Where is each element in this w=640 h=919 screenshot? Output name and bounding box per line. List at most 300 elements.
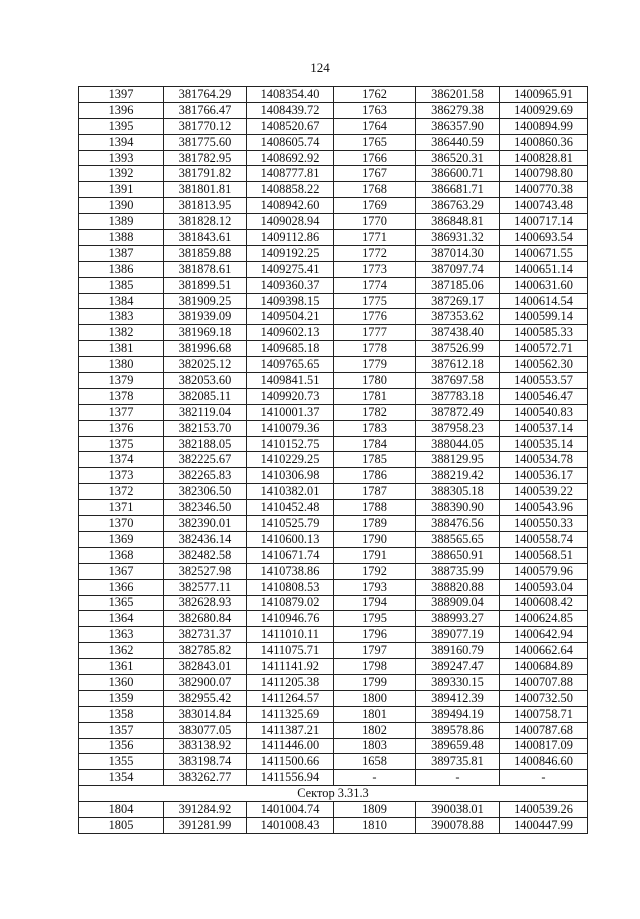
table-row [79,436,588,452]
point-number-right: 1772 [334,245,416,261]
y-coordinate-right: 1400534.78 [500,452,588,468]
y-coordinate-right: 1400732.50 [500,690,588,706]
x-coordinate-right: 386279.38 [416,102,500,118]
x-coordinate-left: 381996.68 [164,341,247,357]
y-coordinate-right: 1400543.96 [500,500,588,516]
x-coordinate-right: 388390.90 [416,500,500,516]
point-number-right: 1775 [334,293,416,309]
x-coordinate-right: 386600.71 [416,166,500,182]
y-coordinate-right: 1400894.99 [500,118,588,134]
x-coordinate-right: 388044.05 [416,436,500,452]
x-coordinate-right: 387014.30 [416,245,500,261]
x-coordinate-left: 382628.93 [164,595,247,611]
y-coordinate-left: 1411325.69 [247,706,334,722]
table-row [79,754,588,770]
y-coordinate-left: 1408439.72 [247,102,334,118]
x-coordinate-left: 381801.81 [164,182,247,198]
x-coordinate-left: 383014.84 [164,706,247,722]
y-coordinate-left: 1408858.22 [247,182,334,198]
x-coordinate-right: 387438.40 [416,325,500,341]
x-coordinate-right: 388650.91 [416,547,500,563]
x-coordinate-right: 388129.95 [416,452,500,468]
x-coordinate-left: 381969.18 [164,325,247,341]
point-number-left: 1386 [79,261,164,277]
point-number-left: 1382 [79,325,164,341]
table-row [79,309,588,325]
table-row [79,118,588,134]
point-number-right: 1789 [334,516,416,532]
table-row [79,595,588,611]
x-coordinate-right: - [416,770,500,786]
table-row [79,468,588,484]
x-coordinate-right: 386440.59 [416,134,500,150]
y-coordinate-right: 1400546.47 [500,388,588,404]
y-coordinate-right: 1400624.85 [500,611,588,627]
point-number-left: 1358 [79,706,164,722]
point-number-right: 1769 [334,198,416,214]
point-number-left: 1367 [79,563,164,579]
point-number-left: 1361 [79,659,164,675]
y-coordinate-right: 1400798.80 [500,166,588,182]
y-coordinate-right: 1400743.48 [500,198,588,214]
x-coordinate-right: 389659.48 [416,738,500,754]
table-row [79,659,588,675]
point-number-left: 1389 [79,214,164,230]
y-coordinate-right: 1400447.99 [500,817,588,833]
point-number-left: 1392 [79,166,164,182]
point-number-right: 1803 [334,738,416,754]
y-coordinate-right: 1400662.64 [500,643,588,659]
table-row [79,722,588,738]
y-coordinate-right: 1400553.57 [500,373,588,389]
point-number-left: 1379 [79,373,164,389]
y-coordinate-left: 1411205.38 [247,674,334,690]
y-coordinate-left: 1409685.18 [247,341,334,357]
x-coordinate-right: 388565.65 [416,531,500,547]
y-coordinate-right: 1400558.74 [500,531,588,547]
y-coordinate-left: 1409360.37 [247,277,334,293]
point-number-left: 1383 [79,309,164,325]
point-number-right: 1796 [334,627,416,643]
table-row [79,547,588,563]
y-coordinate-left: 1410229.25 [247,452,334,468]
point-number-right: 1779 [334,357,416,373]
y-coordinate-left: 1410879.02 [247,595,334,611]
x-coordinate-left: 382188.05 [164,436,247,452]
y-coordinate-left: 1410079.36 [247,420,334,436]
table-row [79,230,588,246]
x-coordinate-right: 386681.71 [416,182,500,198]
page-number: 124 [310,60,330,75]
y-coordinate-right: 1400828.81 [500,150,588,166]
y-coordinate-right: 1400540.83 [500,404,588,420]
point-number-left: 1388 [79,230,164,246]
table-row [79,102,588,118]
x-coordinate-left: 381828.12 [164,214,247,230]
point-number-right: 1788 [334,500,416,516]
x-coordinate-right: 386201.58 [416,87,500,103]
point-number-right: 1791 [334,547,416,563]
x-coordinate-left: 382482.58 [164,547,247,563]
y-coordinate-left: 1409275.41 [247,261,334,277]
point-number-left: 1373 [79,468,164,484]
point-number-left: 1371 [79,500,164,516]
table-row [79,817,588,833]
point-number-left: 1391 [79,182,164,198]
y-coordinate-left: 1401008.43 [247,817,334,833]
x-coordinate-right: 387872.49 [416,404,500,420]
table-row [79,770,588,786]
x-coordinate-left: 382025.12 [164,357,247,373]
table-row [79,643,588,659]
x-coordinate-right: 387353.62 [416,309,500,325]
y-coordinate-right: 1400599.14 [500,309,588,325]
point-number-left: 1368 [79,547,164,563]
y-coordinate-left: 1409920.73 [247,388,334,404]
point-number-left: 1387 [79,245,164,261]
y-coordinate-left: 1410306.98 [247,468,334,484]
y-coordinate-right: 1400684.89 [500,659,588,675]
x-coordinate-left: 381878.61 [164,261,247,277]
x-coordinate-right: 390078.88 [416,817,500,833]
y-coordinate-left: 1410001.37 [247,404,334,420]
y-coordinate-right: 1400572.71 [500,341,588,357]
x-coordinate-left: 382900.07 [164,674,247,690]
x-coordinate-right: 387783.18 [416,388,500,404]
y-coordinate-left: 1410738.86 [247,563,334,579]
x-coordinate-left: 381909.25 [164,293,247,309]
y-coordinate-left: 1408605.74 [247,134,334,150]
y-coordinate-left: 1411141.92 [247,659,334,675]
y-coordinate-left: 1410946.76 [247,611,334,627]
x-coordinate-right: 386357.90 [416,118,500,134]
table-row [79,484,588,500]
x-coordinate-left: 381791.82 [164,166,247,182]
y-coordinate-right: 1400539.22 [500,484,588,500]
point-number-right: 1787 [334,484,416,500]
point-number-left: 1364 [79,611,164,627]
x-coordinate-right: 390038.01 [416,802,500,818]
y-coordinate-right: 1400717.14 [500,214,588,230]
y-coordinate-right: 1400693.54 [500,230,588,246]
table-row [79,214,588,230]
y-coordinate-left: 1411446.00 [247,738,334,754]
table-row [79,738,588,754]
y-coordinate-left: 1411500.66 [247,754,334,770]
x-coordinate-right: 387526.99 [416,341,500,357]
x-coordinate-left: 381843.61 [164,230,247,246]
y-coordinate-right: 1400707.88 [500,674,588,690]
y-coordinate-left: 1410600.13 [247,531,334,547]
table-row [79,500,588,516]
y-coordinate-left: 1401004.74 [247,802,334,818]
y-coordinate-left: 1409841.51 [247,373,334,389]
y-coordinate-left: 1410452.48 [247,500,334,516]
x-coordinate-right: 388993.27 [416,611,500,627]
point-number-left: 1357 [79,722,164,738]
point-number-right: 1778 [334,341,416,357]
table-row [79,293,588,309]
y-coordinate-right: 1400585.33 [500,325,588,341]
point-number-right: 1800 [334,690,416,706]
x-coordinate-right: 386520.31 [416,150,500,166]
y-coordinate-right: 1400642.94 [500,627,588,643]
y-coordinate-left: 1411556.94 [247,770,334,786]
point-number-left: 1363 [79,627,164,643]
point-number-right: 1765 [334,134,416,150]
x-coordinate-right: 387612.18 [416,357,500,373]
table-row [79,182,588,198]
x-coordinate-left: 382053.60 [164,373,247,389]
table-row [79,245,588,261]
y-coordinate-left: 1410671.74 [247,547,334,563]
y-coordinate-right: 1400608.42 [500,595,588,611]
table-row [79,690,588,706]
y-coordinate-right: 1400568.51 [500,547,588,563]
y-coordinate-right: 1400929.69 [500,102,588,118]
x-coordinate-right: 388735.99 [416,563,500,579]
x-coordinate-right: 389735.81 [416,754,500,770]
y-coordinate-right: 1400770.38 [500,182,588,198]
x-coordinate-left: 382785.82 [164,643,247,659]
x-coordinate-right: 389494.19 [416,706,500,722]
y-coordinate-left: 1409765.65 [247,357,334,373]
x-coordinate-right: 388476.56 [416,516,500,532]
table-row [79,563,588,579]
point-number-left: 1359 [79,690,164,706]
y-coordinate-right: 1400562.30 [500,357,588,373]
x-coordinate-right: 386931.32 [416,230,500,246]
x-coordinate-left: 381899.51 [164,277,247,293]
y-coordinate-left: 1409602.13 [247,325,334,341]
x-coordinate-left: 382390.01 [164,516,247,532]
point-number-left: 1377 [79,404,164,420]
point-number-left: 1370 [79,516,164,532]
x-coordinate-left: 381770.12 [164,118,247,134]
x-coordinate-right: 389247.47 [416,659,500,675]
x-coordinate-right: 388305.18 [416,484,500,500]
y-coordinate-right: 1400535.14 [500,436,588,452]
point-number-right: 1776 [334,309,416,325]
point-number-right: 1762 [334,87,416,103]
point-number-left: 1805 [79,817,164,833]
x-coordinate-left: 382306.50 [164,484,247,500]
point-number-right: 1767 [334,166,416,182]
y-coordinate-left: 1409504.21 [247,309,334,325]
x-coordinate-left: 382527.98 [164,563,247,579]
table-row [79,420,588,436]
y-coordinate-left: 1408520.67 [247,118,334,134]
x-coordinate-right: 387269.17 [416,293,500,309]
x-coordinate-left: 382577.11 [164,579,247,595]
y-coordinate-right: 1400614.54 [500,293,588,309]
y-coordinate-left: 1410808.53 [247,579,334,595]
point-number-left: 1396 [79,102,164,118]
table-row [79,341,588,357]
x-coordinate-left: 383077.05 [164,722,247,738]
table-row [79,277,588,293]
x-coordinate-left: 381813.95 [164,198,247,214]
x-coordinate-left: 382843.01 [164,659,247,675]
point-number-right: 1797 [334,643,416,659]
table-row [79,388,588,404]
table-row [79,404,588,420]
point-number-right: 1764 [334,118,416,134]
y-coordinate-left: 1408777.81 [247,166,334,182]
x-coordinate-left: 382265.83 [164,468,247,484]
point-number-left: 1378 [79,388,164,404]
table-row [79,87,588,103]
y-coordinate-right: 1400651.14 [500,261,588,277]
x-coordinate-left: 383198.74 [164,754,247,770]
x-coordinate-left: 382225.67 [164,452,247,468]
point-number-left: 1360 [79,674,164,690]
coordinates-table [78,86,588,834]
point-number-left: 1375 [79,436,164,452]
point-number-right: 1774 [334,277,416,293]
y-coordinate-right: 1400965.91 [500,87,588,103]
point-number-left: 1380 [79,357,164,373]
y-coordinate-left: 1408692.92 [247,150,334,166]
point-number-right: 1781 [334,388,416,404]
x-coordinate-left: 382085.11 [164,388,247,404]
y-coordinate-right: 1400817.09 [500,738,588,754]
point-number-left: 1369 [79,531,164,547]
x-coordinate-right: 388820.88 [416,579,500,595]
section-row [79,786,588,802]
point-number-right: 1763 [334,102,416,118]
table-row [79,674,588,690]
x-coordinate-left: 391281.99 [164,817,247,833]
y-coordinate-right: 1400860.36 [500,134,588,150]
y-coordinate-left: 1408942.60 [247,198,334,214]
y-coordinate-left: 1411264.57 [247,690,334,706]
y-coordinate-right: 1400537.14 [500,420,588,436]
point-number-left: 1385 [79,277,164,293]
point-number-right: 1777 [334,325,416,341]
table-row [79,611,588,627]
table-row [79,261,588,277]
point-number-left: 1372 [79,484,164,500]
point-number-right: 1786 [334,468,416,484]
y-coordinate-right: 1400787.68 [500,722,588,738]
y-coordinate-right: 1400671.55 [500,245,588,261]
point-number-left: 1394 [79,134,164,150]
x-coordinate-right: 389578.86 [416,722,500,738]
y-coordinate-right: 1400579.96 [500,563,588,579]
x-coordinate-right: 386763.29 [416,198,500,214]
x-coordinate-left: 381782.95 [164,150,247,166]
point-number-right: 1766 [334,150,416,166]
x-coordinate-right: 387958.23 [416,420,500,436]
point-number-left: 1362 [79,643,164,659]
table-row [79,579,588,595]
point-number-right: 1782 [334,404,416,420]
point-number-left: 1804 [79,802,164,818]
table-row [79,516,588,532]
y-coordinate-left: 1408354.40 [247,87,334,103]
x-coordinate-left: 382436.14 [164,531,247,547]
point-number-right: 1795 [334,611,416,627]
y-coordinate-left: 1411010.11 [247,627,334,643]
table-row [79,627,588,643]
y-coordinate-right: 1400593.04 [500,579,588,595]
y-coordinate-right: 1400758.71 [500,706,588,722]
point-number-left: 1376 [79,420,164,436]
point-number-right: 1770 [334,214,416,230]
point-number-right: 1798 [334,659,416,675]
y-coordinate-right: 1400846.60 [500,754,588,770]
table-row [79,706,588,722]
point-number-right: 1658 [334,754,416,770]
y-coordinate-left: 1410525.79 [247,516,334,532]
x-coordinate-left: 391284.92 [164,802,247,818]
point-number-right: 1794 [334,595,416,611]
point-number-left: 1366 [79,579,164,595]
point-number-left: 1381 [79,341,164,357]
point-number-right: - [334,770,416,786]
x-coordinate-left: 382955.42 [164,690,247,706]
y-coordinate-left: 1409028.94 [247,214,334,230]
x-coordinate-right: 388909.04 [416,595,500,611]
x-coordinate-right: 389330.15 [416,674,500,690]
point-number-left: 1390 [79,198,164,214]
x-coordinate-left: 381859.88 [164,245,247,261]
table-row [79,357,588,373]
point-number-left: 1354 [79,770,164,786]
x-coordinate-left: 382153.70 [164,420,247,436]
point-number-left: 1395 [79,118,164,134]
x-coordinate-left: 381775.60 [164,134,247,150]
point-number-left: 1374 [79,452,164,468]
table-row [79,373,588,389]
x-coordinate-right: 389077.19 [416,627,500,643]
point-number-left: 1393 [79,150,164,166]
table-row [79,531,588,547]
y-coordinate-right: 1400550.33 [500,516,588,532]
x-coordinate-left: 381939.09 [164,309,247,325]
x-coordinate-left: 382119.04 [164,404,247,420]
point-number-right: 1809 [334,802,416,818]
point-number-left: 1365 [79,595,164,611]
x-coordinate-right: 386848.81 [416,214,500,230]
table-row [79,198,588,214]
point-number-right: 1771 [334,230,416,246]
point-number-right: 1793 [334,579,416,595]
x-coordinate-left: 381766.47 [164,102,247,118]
x-coordinate-right: 387097.74 [416,261,500,277]
x-coordinate-right: 389412.39 [416,690,500,706]
point-number-right: 1768 [334,182,416,198]
point-number-left: 1397 [79,87,164,103]
point-number-right: 1780 [334,373,416,389]
point-number-left: 1384 [79,293,164,309]
point-number-left: 1356 [79,738,164,754]
table-row [79,134,588,150]
x-coordinate-left: 382731.37 [164,627,247,643]
x-coordinate-left: 381764.29 [164,87,247,103]
y-coordinate-left: 1410152.75 [247,436,334,452]
point-number-right: 1785 [334,452,416,468]
x-coordinate-right: 388219.42 [416,468,500,484]
point-number-right: 1802 [334,722,416,738]
section-title: Сектор 3.31.3 [79,786,588,802]
table-row [79,452,588,468]
y-coordinate-left: 1409398.15 [247,293,334,309]
point-number-right: 1799 [334,674,416,690]
table-row [79,150,588,166]
point-number-right: 1783 [334,420,416,436]
